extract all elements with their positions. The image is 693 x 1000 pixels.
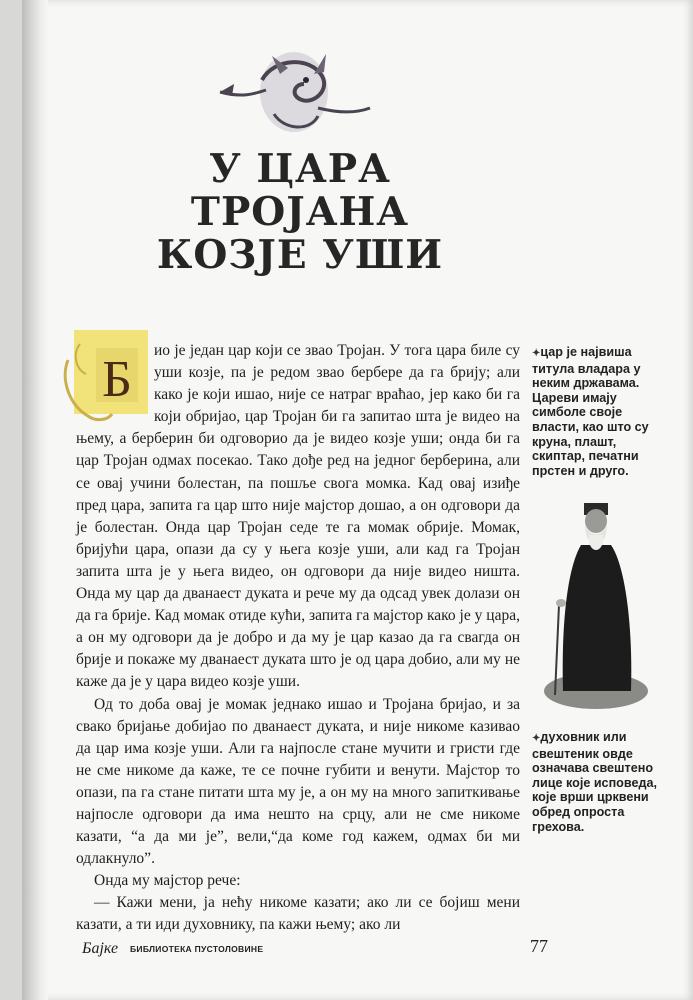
story-text xyxy=(76,340,520,937)
page-gutter xyxy=(22,0,48,1000)
title-line: КОЗЈЕ УШИ xyxy=(156,232,444,278)
paragraph: Онда му мајстор рече: xyxy=(94,872,241,890)
drop-cap-space xyxy=(76,336,154,424)
title-line: У ЦАРА xyxy=(209,146,391,192)
page-number: 77 xyxy=(530,936,548,956)
dragon-ornament-icon xyxy=(214,50,374,140)
footer-series-name: БИБЛИОТЕКА ПУСТОЛОВИНЕ xyxy=(130,944,264,954)
paragraph xyxy=(76,340,520,694)
footer-book-title: Бајке xyxy=(82,940,119,957)
paragraph-text: ио је један цар који се звао Тројан. У тога цара биле су уши козје, па је редом звао бербере да га брију; али како је који ишао, није се натраг враћао, јер како би га који обријао, цар Тројан би га запитао шта је видео на њему, а берберин би одговорио да је видео козје уши; онда би га цар Тројан одмах посекао. Тако дође ред на једног берберина, али се овај учини болестан, па пошље свога момка. Кад овај изиђе пред цара, запита га цар што није мајстор дошао, а он одговори да је болестан. Онда цар Тројан седе те га момак обрије. Момак, бријући цара, опази да су у њега козје уши, али кад га Тројан запита шта је у њега видео, он одговори да није видео ништа. Онда му цар да дванаест дуката и рече му да одсад увек долази он да га брије. Кад момак отиде кући, запита га мајстор како је у цара, а он му одговори да је добро и да му је цар казао да га свагда он брије и покаже му дванаест дуката што је од цара добио, али му не каже да је у цара видео козје уши. xyxy=(76,342,520,691)
story-title xyxy=(150,148,450,277)
glossary-term: духовник xyxy=(540,730,600,744)
note-marker-icon: ✦ xyxy=(532,733,541,744)
glossary-text: је највиша титула владара у неким државама. Цареви имају симболе своје власти, као што су круна, плашт, скиптар, печатни прстен и друго. xyxy=(532,345,649,478)
title-line: ТРОЈАНА xyxy=(190,189,410,235)
paragraph: — Кажи мени, ја нећу никоме казати; ако ли се бојиш мени казати, а ти иди духовнику, па кажи њему; ако ли xyxy=(76,894,520,934)
priest-photo xyxy=(541,495,651,715)
glossary-text: или свештеник овде означава свештено лице које исповеда, које врши црквени обред опроста грехова. xyxy=(532,730,657,834)
note-marker-icon: ✦ xyxy=(532,348,541,359)
glossary-note-confessor xyxy=(532,730,662,834)
glossary-note-tsar xyxy=(532,345,662,478)
paragraph: Од то доба овај је момак једнако ишао и Тројана бријао, и за свако бријање добијао по дванаест дуката, и није никоме казивао да цар има козје уши. Али га најпосле стане мучити и гристи где не сме никоме да каже, те се почне губити и венути. Мајстор то опази, па га стане питати шта му је, а он му на много запиткивање најпосле одговори да има нешто на срцу, али не сме никоме казати, “а да ми је”, вели,“да коме год кажем, одмах би ми одлакнуло”. xyxy=(76,695,520,868)
glossary-term: цар xyxy=(540,345,563,359)
drop-cap-letter: Б xyxy=(102,351,132,408)
